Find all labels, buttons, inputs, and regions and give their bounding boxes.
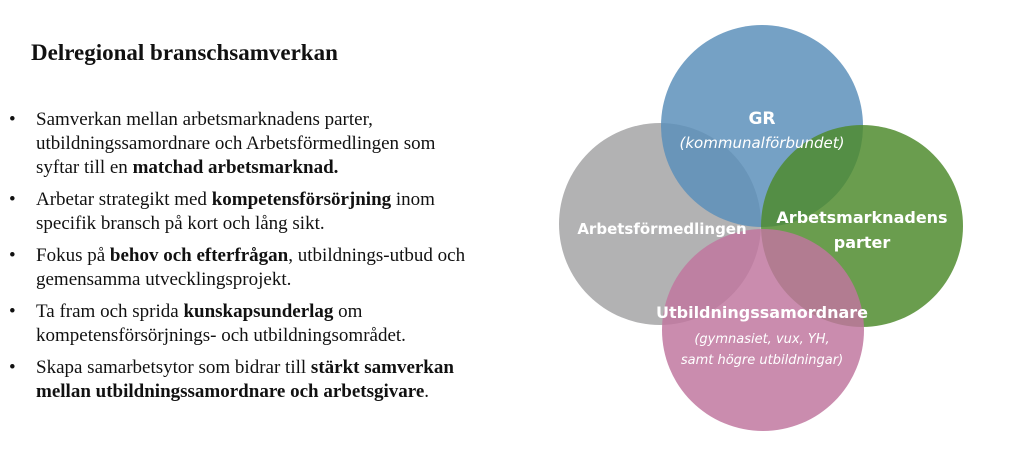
bullet-emphasis: stärkt samverkan mellan utbildningssamordnare och arbetsgivare [36, 357, 454, 402]
bullet-segment: om kompetensförsörjnings- och utbildningsområdet. [36, 301, 406, 346]
bullet-marker: • [9, 245, 16, 266]
bullet-segment: Samverkan mellan arbetsmarknadens parter, utbildningssamordnare och Arbetsförmedlingen som syftar till en [36, 109, 436, 178]
bullet-marker: • [9, 109, 16, 130]
gr-label: GR [748, 109, 776, 129]
bullet-emphasis: behov och efterfrågan [109, 245, 289, 266]
bullet-emphasis: matchad arbetsmarknad. [132, 157, 339, 178]
bullet-segment: Fokus på [36, 245, 110, 266]
bullet-segment: Ta fram och sprida [36, 301, 184, 322]
ap-label-line2: parter [833, 233, 891, 252]
bullet-emphasis: kompetensförsörjning [211, 189, 392, 210]
bullet-segment: inom specifik bransch på kort och lång sikt. [36, 189, 435, 234]
us-sublabel-line2: samt högre utbildningar) [680, 353, 844, 368]
bullet-segment: , utbildnings-utbud och gemensamma utvecklingsprojekt. [36, 245, 466, 290]
bullet-marker: • [9, 189, 16, 210]
ap-label-line1: Arbetsmarknadens [776, 208, 948, 227]
bullet-segment: Skapa samarbetsytor som bidrar till [36, 357, 311, 378]
gr-sublabel: (kommunalförbundet) [679, 134, 845, 152]
us-sublabel-line1: (gymnasiet, vux, YH, [694, 332, 830, 347]
bullet-marker: • [9, 301, 16, 322]
bullet-emphasis: kunskapsunderlag [183, 301, 334, 322]
af-label: Arbetsförmedlingen [577, 220, 747, 238]
bullet-segment: . [424, 381, 430, 402]
page-title: Delregional branschsamverkan [31, 40, 338, 65]
circle-utbildningssamordnare [662, 229, 864, 431]
bullet-marker: • [9, 357, 16, 378]
bullet-segment: Arbetar strategikt med [36, 189, 212, 210]
us-label: Utbildningssamordnare [655, 303, 869, 322]
